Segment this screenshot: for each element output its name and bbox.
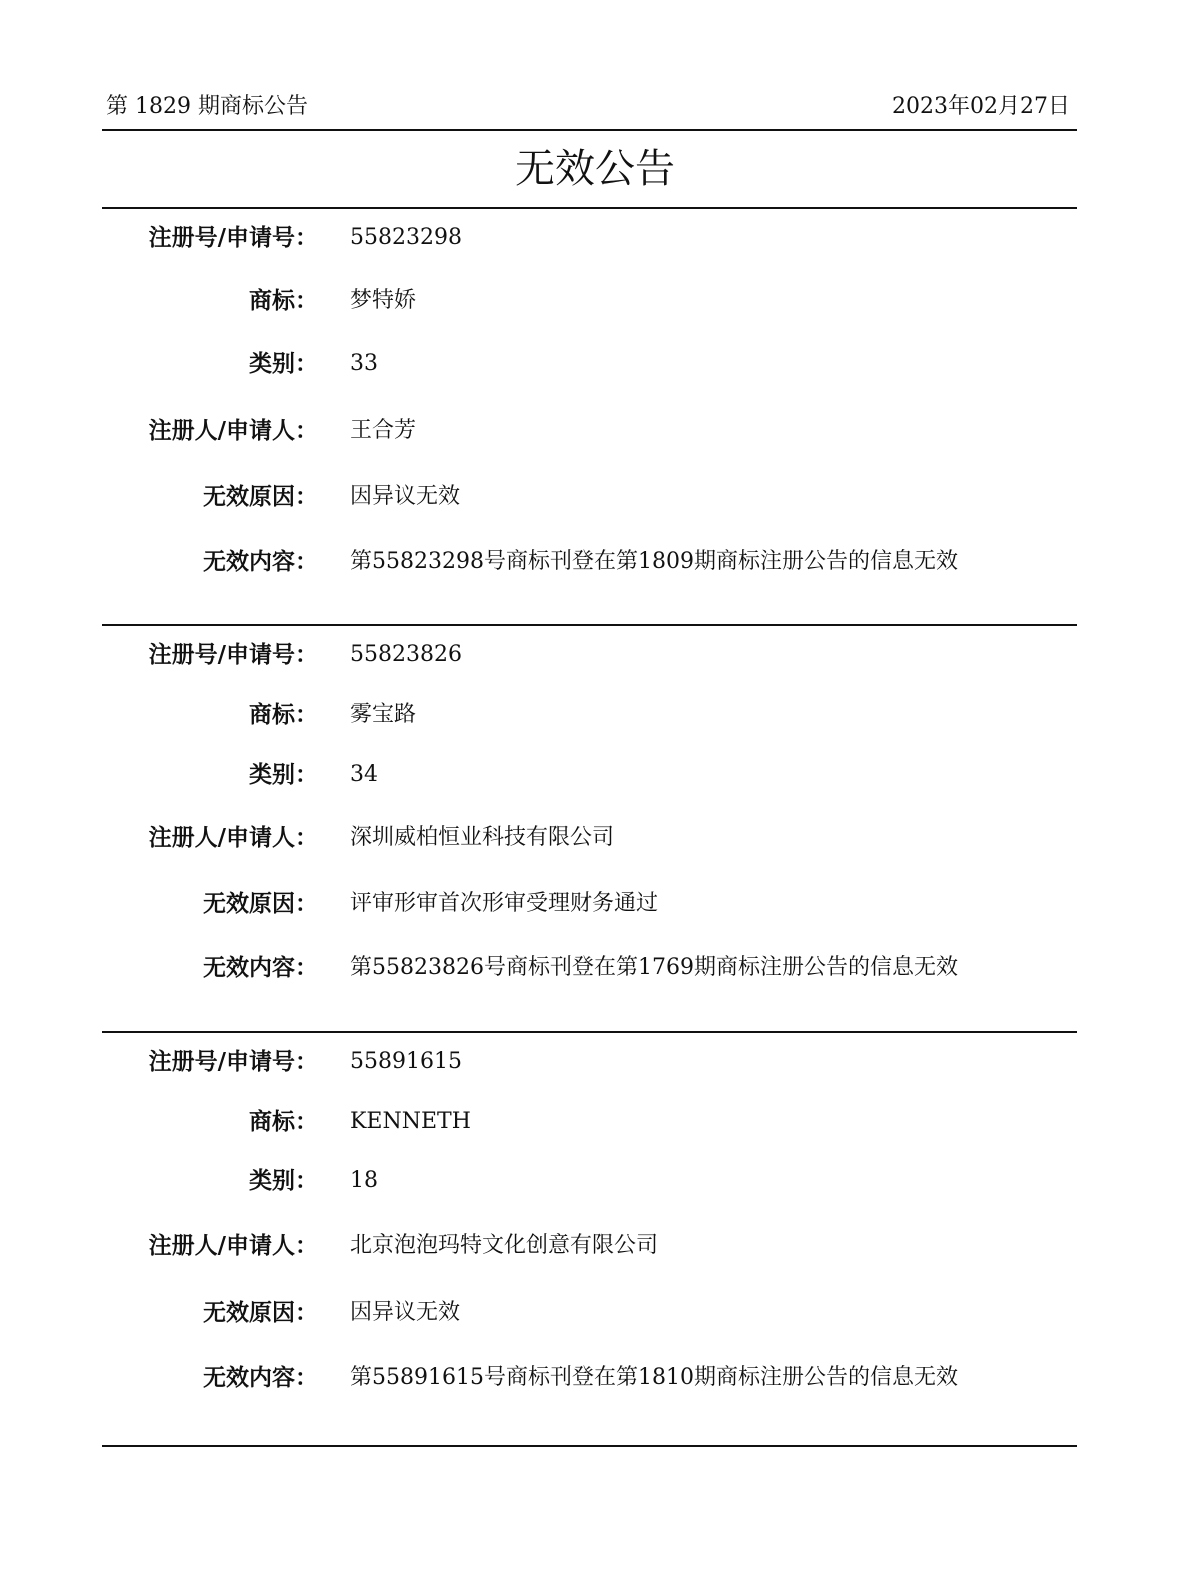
class-value: 33: [350, 351, 378, 376]
registrant-label: 注册人/申请人：: [148, 1233, 318, 1259]
class-label: 类别：: [249, 351, 318, 377]
record-divider: [102, 624, 1077, 626]
trademark-label: 商标：: [249, 702, 318, 728]
header-rule: [102, 129, 1077, 131]
reason-label: 无效原因：: [203, 484, 318, 510]
reg-no-label: 注册号/申请号：: [148, 225, 318, 251]
registrant-label: 注册人/申请人：: [148, 418, 318, 444]
reason-value: 因异议无效: [350, 1300, 461, 1325]
content-value: 第55823298号商标刊登在第1809期商标注册公告的信息无效: [350, 549, 958, 574]
trademark-label: 商标：: [249, 1109, 318, 1135]
content-label: 无效内容：: [203, 1365, 318, 1391]
content-label: 无效内容：: [203, 955, 318, 981]
registrant-value: 王合芳: [350, 418, 417, 443]
class-value: 34: [350, 762, 378, 787]
trademark-value: KENNETH: [350, 1109, 471, 1134]
reason-label: 无效原因：: [203, 891, 318, 917]
registrant-value: 深圳威柏恒业科技有限公司: [350, 825, 615, 850]
trademark-label: 商标：: [249, 288, 318, 314]
issue-number: 第 1829 期商标公告: [106, 94, 308, 119]
class-label: 类别：: [249, 762, 318, 788]
reason-label: 无效原因：: [203, 1300, 318, 1326]
reg-no-value: 55823298: [350, 225, 462, 250]
page-title: 无效公告: [515, 146, 675, 192]
record-divider: [102, 1445, 1077, 1447]
reg-no-value: 55891615: [350, 1049, 462, 1074]
class-label: 类别：: [249, 1168, 318, 1194]
trademark-value: 雾宝路: [350, 702, 417, 727]
record-divider: [102, 1031, 1077, 1033]
title-rule: [102, 207, 1077, 209]
issue-date: 2023年02月27日: [892, 94, 1070, 119]
reg-no-value: 55823826: [350, 642, 462, 667]
content-value: 第55823826号商标刊登在第1769期商标注册公告的信息无效: [350, 955, 958, 980]
reason-value: 评审形审首次形审受理财务通过: [350, 891, 659, 916]
content-value: 第55891615号商标刊登在第1810期商标注册公告的信息无效: [350, 1365, 958, 1390]
trademark-value: 梦特娇: [350, 288, 417, 313]
content-label: 无效内容：: [203, 549, 318, 575]
class-value: 18: [350, 1168, 378, 1193]
reg-no-label: 注册号/申请号：: [148, 1049, 318, 1075]
registrant-label: 注册人/申请人：: [148, 825, 318, 851]
reason-value: 因异议无效: [350, 484, 461, 509]
registrant-value: 北京泡泡玛特文化创意有限公司: [350, 1233, 659, 1258]
reg-no-label: 注册号/申请号：: [148, 642, 318, 668]
